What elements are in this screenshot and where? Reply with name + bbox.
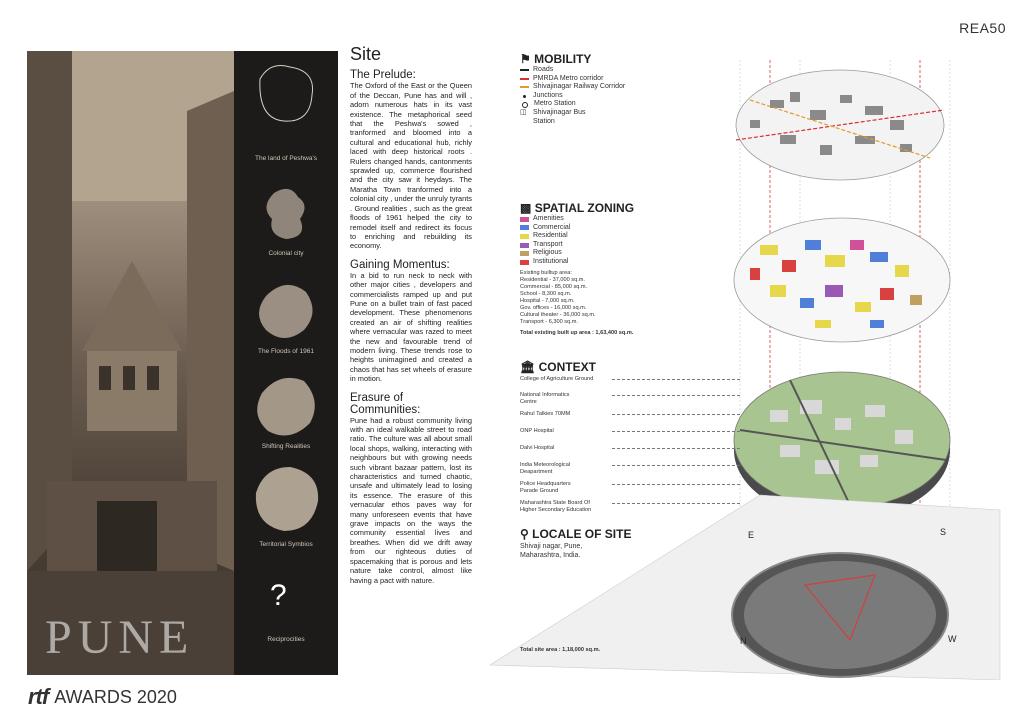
site-area-total: Total site area : 1,18,000 sq.m. <box>520 647 601 653</box>
zoning-icon: ▩ <box>520 201 532 215</box>
city-evolution-strip <box>234 51 338 675</box>
compass-n: N <box>740 636 747 646</box>
label-territorial: Territorial Symbios <box>259 541 313 548</box>
area-transport: Transport - 6,300 sq.m. <box>520 318 578 325</box>
legend-bus-station: Shivajinagar Bus Station <box>533 108 586 125</box>
context-icon: 🏛 <box>520 360 536 374</box>
ctx-leader-1 <box>612 379 740 380</box>
swatch-transport <box>520 243 529 248</box>
pune-overlay-text: PUNE <box>45 611 195 664</box>
ctx-leader-3 <box>612 414 740 415</box>
ctx-leader-5 <box>612 448 740 449</box>
rail-swatch <box>520 86 529 88</box>
swatch-commercial <box>520 225 529 230</box>
area-hospital: Hospital - 7,000 sq.m. <box>520 297 575 304</box>
zoning-disc <box>734 218 950 342</box>
swatch-institutional <box>520 260 529 265</box>
context-title: CONTEXT <box>538 360 596 374</box>
legend-institutional: Institutional <box>533 257 569 265</box>
junction-dot <box>523 95 526 98</box>
legend-religious: Religious <box>533 249 562 257</box>
mobility-disc <box>736 70 944 180</box>
compass-e: E <box>748 530 755 540</box>
ctx-police-hq: Police Headquarters Parade Ground <box>520 481 571 494</box>
footer-brand <box>28 684 177 710</box>
metro-station-icon <box>522 102 528 108</box>
zoning-title: SPATIAL ZONING <box>534 201 635 215</box>
swatch-residential <box>520 234 529 239</box>
swatch-religious <box>520 251 529 256</box>
momentum-text: In a bid to run neck to neck with other major cities , developers and commercialists ramped up and put Pune on a bullet train of fast paced development. These phenomenons created an air of shifting realities where vernacular was razed to meet the new and favourable trend of modern living. These trends rose to heights unimagined and created a chaos that has set wheels of erasure in motion. <box>350 270 472 384</box>
ctx-imd: India Meteorological Deapartment <box>520 462 571 475</box>
area-commercial: Commercial - 85,000 sq.m. <box>520 283 588 290</box>
ctx-onp-hospital: ONP Hospital <box>520 428 554 434</box>
compass-w: W <box>948 634 957 644</box>
prelude-heading: The Prelude: <box>350 69 416 82</box>
context-section <box>520 360 596 374</box>
location-pin-icon: ⚲ <box>520 527 529 541</box>
locale-title: LOCALE OF SITE <box>532 527 632 541</box>
area-cultural-theater: Cultural theater - 36,000 sq.m. <box>520 311 596 318</box>
metro-swatch <box>520 78 529 80</box>
map-colonial <box>250 179 322 251</box>
label-shifting: Shifting Realities <box>261 443 311 450</box>
question-mark: ? <box>270 579 287 612</box>
erasure-heading: Erasure of Communities: <box>350 391 421 416</box>
ctx-msbshse: Maharashtra State Board Of Higher Secondary Education <box>520 500 592 513</box>
ctx-leader-6 <box>612 465 740 466</box>
swatch-amenities <box>520 217 529 222</box>
ctx-leader-4 <box>612 431 740 432</box>
pune-street-photo <box>27 51 234 675</box>
legend-rail: Shivajinagar Railway Corridor <box>533 83 626 91</box>
legend-residential: Residential <box>533 232 568 240</box>
legend-transport: Transport <box>533 240 563 248</box>
mobility-icon: ⚑ <box>520 52 531 66</box>
ctx-nic: National Informatics Centre <box>520 392 570 405</box>
map-territorial <box>250 463 322 535</box>
label-colonial: Colonial city <box>268 250 304 257</box>
area-heading: Existing builtup area: <box>520 269 572 276</box>
ctx-leader-8 <box>612 503 740 504</box>
sheet-code: REA50 <box>959 20 1006 36</box>
legend-metro-station: Metro Station <box>534 100 576 108</box>
locale-section <box>520 527 631 560</box>
momentum-heading: Gaining Momentus: <box>350 258 450 271</box>
label-reciprocities: Reciprocities <box>267 636 305 643</box>
legend-roads: Roads <box>533 66 554 73</box>
compass-s: S <box>940 527 947 537</box>
label-floods: The Floods of 1961 <box>257 348 314 355</box>
area-school: School - 8,300 sq.m. <box>520 290 572 297</box>
ctx-agriculture: College of Agriculture Ground <box>520 376 594 382</box>
area-residential: Residential - 37,000 sq.m. <box>520 276 585 283</box>
prelude-text: The Oxford of the East or the Queen of the Deccan, Pune has and will , adorn numerous hats in its vast existence. The metaphorical seed that the Peshwa's sowed , tranformed and bloomed into a cultural and educational hub, richly laced with deep historical roots . Rulers changed hands, cantonments sprawled up, commerce flourished and the city saw it heydays. The Maratha Town tranformed into a colonial city , under the unruly tyrants . Ground realities , such as the great floods of 1961 helped the city to remodel itself and redirect its focus to enriching and rebuilding its economy. <box>350 81 473 251</box>
narrative-column <box>350 44 473 585</box>
map-floods <box>250 276 322 348</box>
area-total: Total existing built up area : 1,63,400 sq.m. <box>520 329 634 336</box>
map-peshwa <box>250 59 322 131</box>
area-gov-offices: Gov. offices - 16,000 sq.m. <box>520 304 587 311</box>
legend-junctions: Junctions <box>533 91 563 99</box>
road-swatch <box>520 69 529 71</box>
mobility-title: MOBILITY <box>534 52 592 66</box>
locale-address: Shivaji nagar, Pune, Maharashtra, India. <box>520 543 583 559</box>
ctx-rahul-talkies: Rahul Talkies 70MM <box>520 411 571 417</box>
ctx-leader-2 <box>612 395 740 396</box>
legend-commercial: Commercial <box>533 223 571 231</box>
legend-metro: PMRDA Metro corridor <box>533 74 604 82</box>
erasure-text: Pune had a robust community living with an ideal walkable street to road ratio. The culture was all about small local shops, walking, interacting with neighbours but with growing needs such vibrant bazaar pattern, lost its characteristics and turned chaotic, unsafe and ultimately lead to losing its essence. The erasure of this vernacular ethos paves way for many unforeseen events that have grave impacts on the ways the community essential lives and breathes. When did we drift away from our righteous duties of spacemaking that is porous and lets nature take control, almost like having a pact with nature. <box>350 415 472 585</box>
awards-label: AWARDS 2020 <box>54 686 177 707</box>
bus-icon: ◫ <box>520 108 527 116</box>
ctx-leader-7 <box>612 484 740 485</box>
zoning-section <box>520 201 634 337</box>
rtf-logo: rtf <box>28 684 49 709</box>
photo-illustration <box>27 51 234 675</box>
legend-amenities: Amenities <box>533 215 564 222</box>
map-shifting <box>250 371 322 443</box>
label-peshwa: The land of Peshwa's <box>255 155 317 162</box>
mobility-section <box>520 52 625 126</box>
site-title: Site <box>350 44 382 64</box>
ctx-dalvi-hospital: Dalvi Hospital <box>520 445 555 451</box>
